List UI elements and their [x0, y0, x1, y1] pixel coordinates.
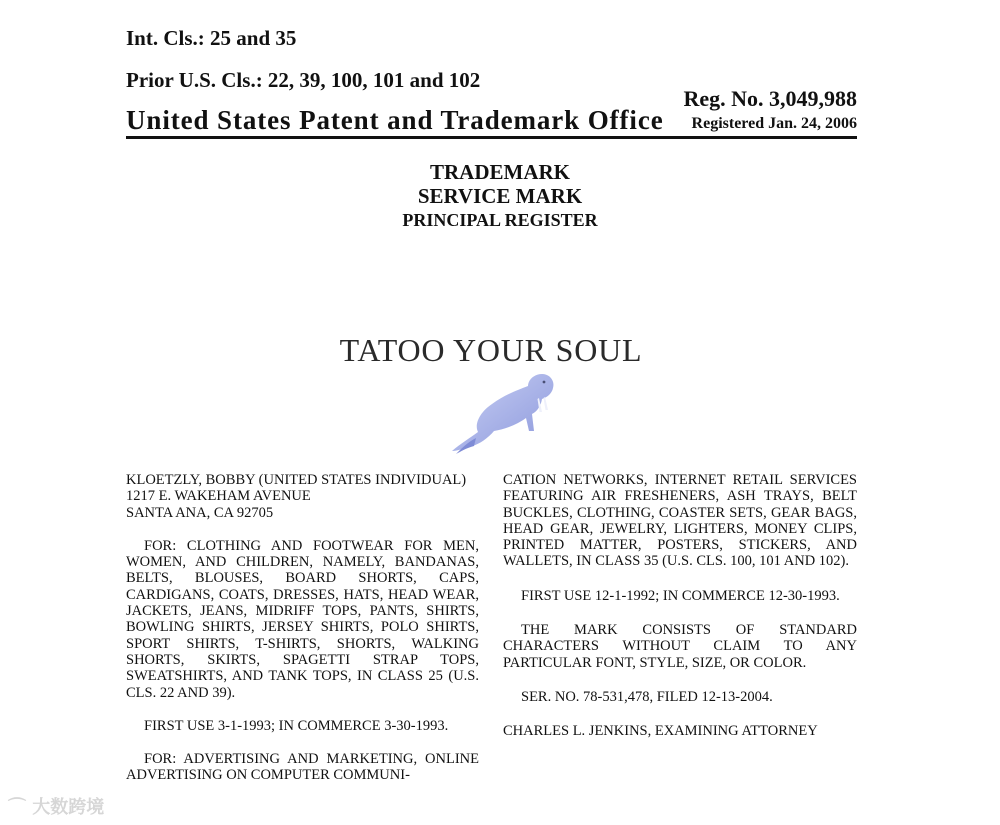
owner-address-line1: 1217 E. WAKEHAM AVENUE	[126, 488, 311, 505]
chat-bubble-logo-icon: ⌒	[8, 797, 26, 818]
mark-type-service-mark: SERVICE MARK	[417, 184, 583, 208]
mark-type-trademark: TRADEMARK	[430, 160, 570, 184]
mark-text: TATOO YOUR SOUL	[339, 332, 643, 368]
left-column	[126, 472, 479, 784]
office-title: United States Patent and Trademark Office	[126, 105, 664, 135]
serial-number: SER. NO. 78-531,478, FILED 12-13-2004.	[521, 688, 773, 705]
first-use-class-25: FIRST USE 3-1-1993; IN COMMERCE 3-30-1993.	[144, 717, 449, 734]
walrus-icon	[444, 368, 558, 458]
examining-attorney: CHARLES L. JENKINS, EXAMINING ATTORNEY	[503, 723, 818, 740]
services-class-35-start: FOR: ADVERTISING AND MARKETING, ONLINE ADVERTISING ON COMPUTER COMMUNI-	[126, 751, 479, 784]
mark-description: THE MARK CONSISTS OF STANDARD CHARACTERS WITHOUT CLAIM TO ANY PARTICULAR FONT, STYLE, SIZE, OR COLOR.	[503, 622, 857, 671]
registration-number: Reg. No. 3,049,988	[683, 86, 857, 111]
owner-name: KLOETZLY, BOBBY (UNITED STATES INDIVIDUAL)	[126, 472, 467, 488]
prior-cls: Prior U.S. Cls.: 22, 39, 100, 101 and 102	[126, 68, 481, 92]
watermark	[8, 793, 104, 819]
watermark-text: 大数跨境	[32, 797, 105, 818]
first-use-class-35: FIRST USE 12-1-1992; IN COMMERCE 12-30-1993.	[521, 587, 840, 604]
goods-class-25: FOR: CLOTHING AND FOOTWEAR FOR MEN, WOMEN, AND CHILDREN, NAMELY, BANDANAS, BELTS, BLOUSES, BOARD SHORTS, CAPS, CARDIGANS, COATS, DRESSES, HATS, HEAD WEAR, JACKETS, JEANS, MIDRIFF TOPS, PANTS, SHIRTS, BOWLING SHIRTS, JERSEY SHIRTS, POLO SHIRTS, SPORT SHIRTS, T-SHIRTS, SHORTS, WALKING SHORTS, SKIRTS, SPAGETTI STRAP TOPS, SWEATSHIRTS, AND TANK TOPS, IN CLASS 25 (U.S. CLS. 22 AND 39).	[126, 537, 479, 701]
owner-address-line2: SANTA ANA, CA 92705	[126, 504, 274, 521]
services-class-35-end: CATION NETWORKS, INTERNET RETAIL SERVICES FEATURING AIR FRESHENERS, ASH TRAYS, BELT BUCKLES, CLOTHING, COASTER SETS, GEAR BAGS, HEAD GEAR, JEWELRY, LIGHTERS, MONEY CLIPS, PRINTED MATTER, POSTERS, STICKERS, AND WALLETS, IN CLASS 35 (U.S. CLS. 100, 101 AND 102).	[503, 472, 857, 570]
header-rule	[126, 136, 857, 139]
right-column	[503, 472, 857, 740]
registration-date: Registered Jan. 24, 2006	[691, 115, 857, 132]
register-type: PRINCIPAL REGISTER	[402, 210, 598, 230]
int-cls: Int. Cls.: 25 and 35	[126, 26, 297, 50]
